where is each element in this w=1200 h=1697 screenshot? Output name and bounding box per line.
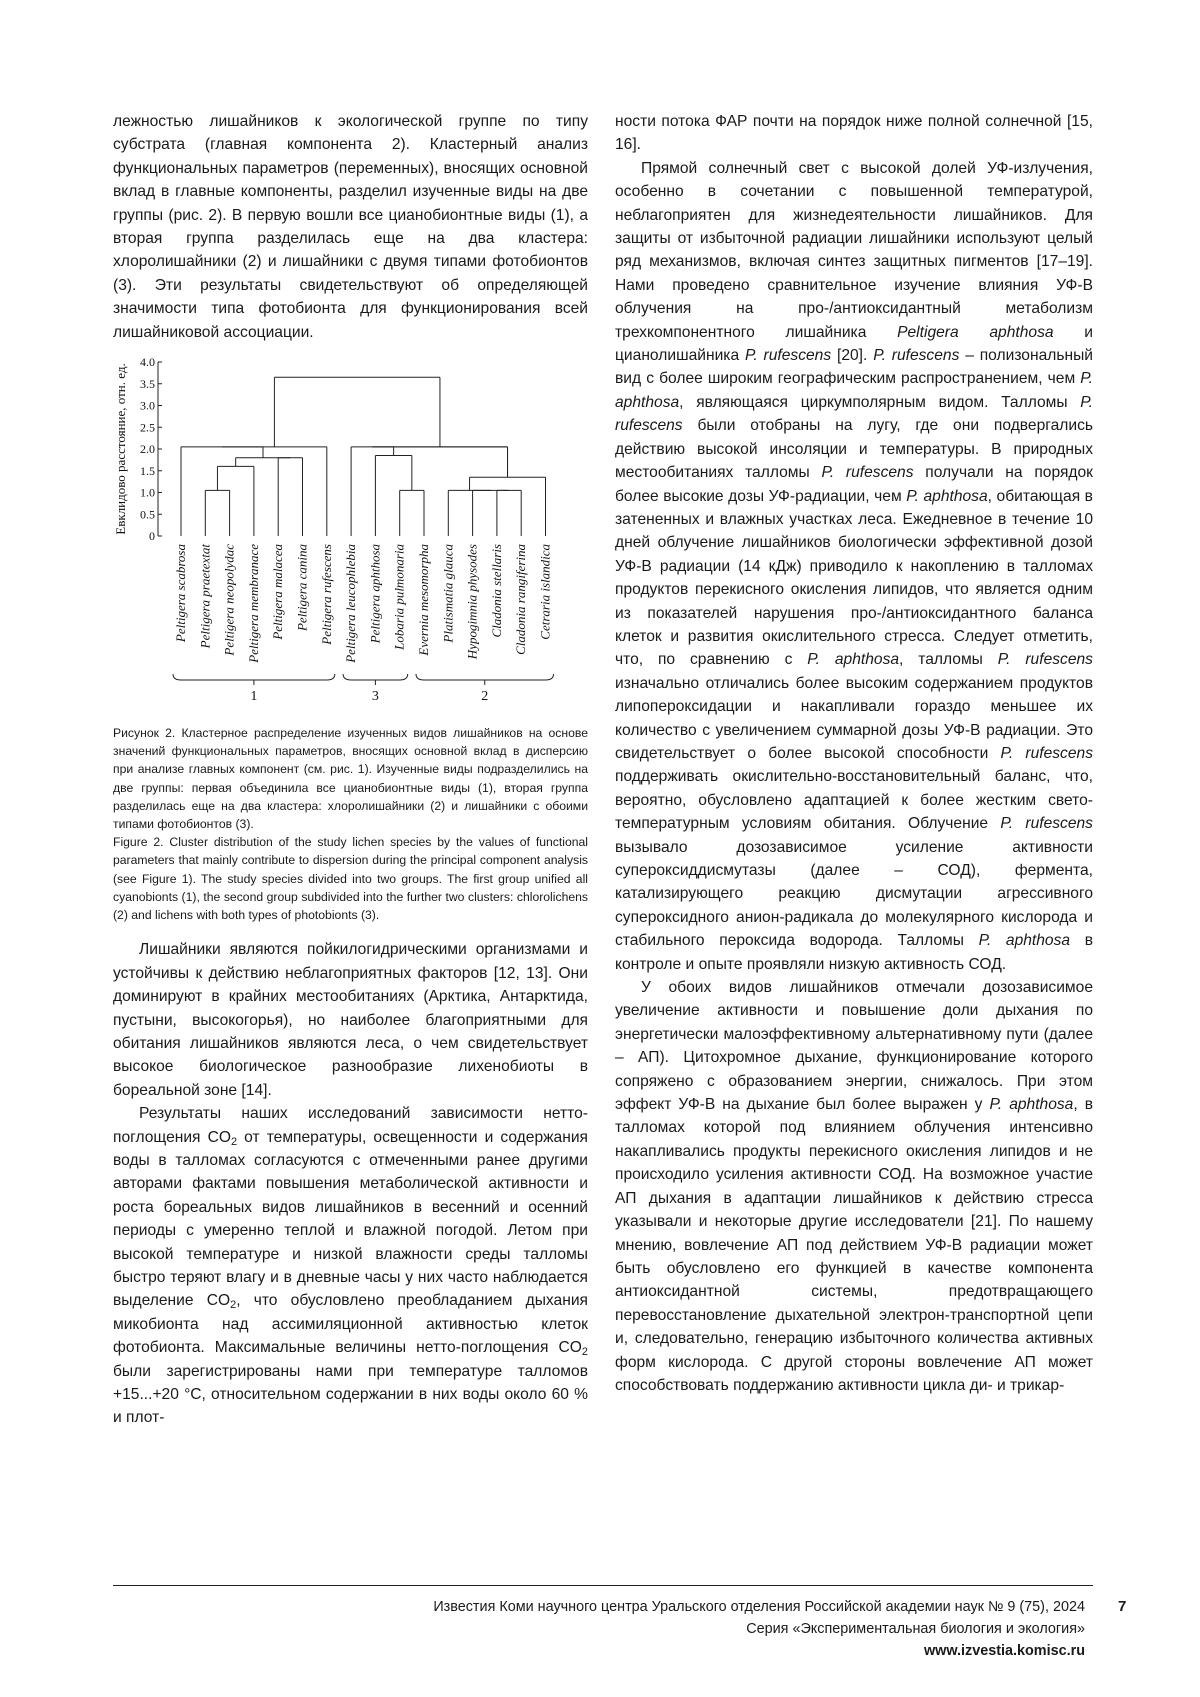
species-label: Evernia mesomorpha [416,544,431,656]
group-label: 3 [371,689,379,705]
group-label: 1 [250,689,258,705]
footer-divider [113,1585,1093,1586]
right-column [615,110,1093,1397]
group-bracket [343,674,408,680]
figure-caption-en: Figure 2. Cluster distribution of the study lichen species by the values of functional parameters that mainly contribute to dispersion during the principal component analysis (see Figure 1). The study species divided into two groups. The first group unified all cyanobionts (1), the second group subdivided into the further two clusters: chlorolichens (2) and lichens with both types of photobionts (3). [113,835,588,923]
species-label: Peltigera praetextat [197,544,213,649]
species-label: Peltigera scabrosa [173,544,188,643]
y-tick-label: 2.0 [140,442,155,457]
y-tick-label: 3.5 [140,376,155,391]
body-paragraph: У обоих видов лишайников отмечали дозозависимое увеличение активности и повышение доли дыхания по энергетически малоэффективному альтернативному пути (далее – АП). Цитохромное дыхание, функционирование которого сопряжено с образованием энергии, снижалось. При этом эффект УФ-В на дыхание был более выражен у P. aphthosa, в талломах которой под влиянием облучения интенсивно накапливались продукты перекисного окисления липидов и не происходило усиления активности СОД. На возможное участие АП дыхания в адаптации лишайников к действию стресса указывали и некоторые другие исследователи [21]. По нашему мнению, вовлечение АП под действием УФ-В радиации может быть обусловлено его функцией в качестве компонента антиоксидантной системы, предотвращающего перевосстановление дыхательной электрон-транспортной цепи и, следовательно, генерацию избыточного количества активных форм кислорода. С другой стороны вовлечение АП может способствовать поддержанию активности цикла ди- и трикар- [615,979,1093,1394]
species-label: Peltigera rufescens [318,544,334,645]
figure-caption-ru: Рисунок 2. Кластерное распределение изученных видов лишайников на основе значений функциональных параметров, вносящих основной вклад в дисперсию при анализе главных компонент (см. рис. 1). Изученные виды подразделились на две группы: первая объединила все цианобионтные виды (1), вторая группа разделилась еще на два кластера: хлоролишайники (2) и лишайники с обоими типами фотобионтов (3). [113,726,588,832]
species-label: Cladonia stellaris [488,544,504,638]
cluster-dendrogram [113,358,583,718]
y-tick-label: 3.0 [140,398,155,413]
species-label: Peltigera neopolydac [221,544,237,656]
journal-url[interactable]: www.izvestia.komisc.ru [923,1643,1085,1659]
species-label: Platismatia glauca [440,544,456,643]
y-tick-label: 4.0 [140,358,155,370]
species-label: Lobaria pulmonaria [391,544,407,650]
group-bracket [416,674,554,680]
y-tick-label: 0.5 [140,507,155,522]
body-paragraph: Лишайники являются пойкилогидрическими организмами и устойчивы к действию неблагоприятных факторов [12, 13]. Они доминируют в крайних местообитаниях (Арктика, Антарктида, пустыни, высокогорья), но наиболее благоприятными для обитания лишайников являются леса, о чем свидетельствует высокое биологическое разнообразие лихенобиоты в бореальной зоне [14]. [113,941,588,1099]
y-tick-label: 0 [149,529,155,544]
species-label: Peltigera membranace [245,544,261,663]
body-paragraph: Результаты наших исследований зависимости нетто-поглощения $CO_2$ от температуры, освещенности и содержания воды в талломах согласуются с отмеченными ранее другими авторами фактами повышения метаболической активности и роста бореальных видов лишайников в весенний и осенний периоды с умеренно теплой и влажной погодой. Летом при высокой температуре и низкой влажности среды талломы быстро теряют влагу и в дневные часы у них часто наблюдается выделение $CO_2$, что обусловлено преобладанием дыхания микобионта над ассимиляционной активностью клеток фотобионта. Максимальные величины нетто-поглощения $CO_2$ были зарегистрированы нами при температуре талломов +15...+20 °C, относительном содержании в них воды около 60 % и плот- [113,1105,589,1427]
species-label: Cetraria islandica [537,544,553,640]
body-paragraph: ности потока ФАР почти на порядок ниже полной солнечной [15, 16]. [615,113,1093,154]
figure-caption [113,724,588,924]
y-tick-label: 1.0 [140,485,155,500]
species-label: Peltigera leucophlebia [343,544,359,663]
body-paragraph: лежностью лишайников к экологической группе по типу субстрата (главная компонента 2). Кластерный анализ функциональных параметров (переменных), вносящих основной вклад в главные компоненты, разделил изученные виды на две группы (рис. 2). В первую вошли все цианобионтные виды (1), а вторая группа разделилась еще на два кластера: хлоролишайники (2) и лишайники с двумя типами фотобионтов (3). Эти результаты свидетельствуют об определяющей значимости типа фотобионта для функционирования всей лишайниковой ассоциации. [113,113,588,341]
y-axis-label: Евклидово расстояние, отн. ед. [113,363,128,535]
journal-series: Серия «Экспериментальная биология и экология» [746,1621,1085,1637]
species-label: Peltigera aphthosa [367,544,383,644]
species-label: Peltigera malacea [270,544,286,640]
species-label: Cladonia rangiferina [513,544,529,655]
page-number: 7 [1118,1598,1127,1615]
species-label: Hypogimnia physodes [464,544,480,660]
body-paragraph: Прямой солнечный свет с высокой долей УФ-излучения, особенно в сочетании с повышенной температурой, неблагоприятен для жизнедеятельности лишайников. Для защиты от избыточной радиации лишайники используют целый ряд механизмов, включая синтез защитных пигментов [17–19]. Нами проведено сравнительное изучение влияния УФ-В облучения на про-/антиоксидантный метаболизм трехкомпонентного лишайника Peltigera aphthosa и цианолишайника P. rufescens [20]. P. rufescens – полизональный вид с более широким географическим распространением, чем P. aphthosa, являющаяся циркумполярным видом. Талломы P. rufescens были отобраны на лугу, где они подвергались действию высокой инсоляции и температуры. В природных местообитаниях талломы P. rufescens получали на порядок более высокие дозы УФ-радиации, чем P. aphthosa, обитающая в затененных и влажных участках леса. Ежедневное в течение 10 дней облучение лишайников биологически эффективной дозой УФ-В радиации (14 кДж) приводило к накоплению в талломах продуктов перекисного окисления липидов, что является одним из показателей нарушения про-/антиоксидантного баланса клеток и развития окислительного стресса. Следует отметить, что, по сравнению с P. aphthosa, талломы P. rufescens изначально отличались более высоким содержанием продуктов липопероксидации и накапливали гораздо меньшее их количество с увеличением суммарной дозы УФ-В радиации. Это свидетельствует о более высокой способности P. rufescens поддерживать окислительно-восстановительный баланс, что, вероятно, обусловлено адаптацией к более жестким свето-температурным условиям обитания. Облучение P. rufescens вызывало дозозависимое усиление активности супероксиддисмутазы (далее – СОД), фермента, катализирующего реакцию дисмутации агрессивного супероксидного анион-радикала до молекулярного кислорода и стабильного пероксида водорода. Талломы P. aphthosa в контроле и опыте проявляли низкую активность СОД. [615,159,1094,973]
y-tick-label: 1.5 [140,463,155,478]
y-tick-label: 2.5 [140,420,155,435]
species-label: Peltigera canina [294,544,310,632]
group-label: 2 [481,689,489,705]
group-bracket [173,674,335,680]
left-column [113,110,588,1430]
page-footer [433,1596,1085,1662]
journal-title: Известия Коми научного центра Уральского отделения Российской академии наук № 9 (75), 2024 [433,1599,1085,1615]
